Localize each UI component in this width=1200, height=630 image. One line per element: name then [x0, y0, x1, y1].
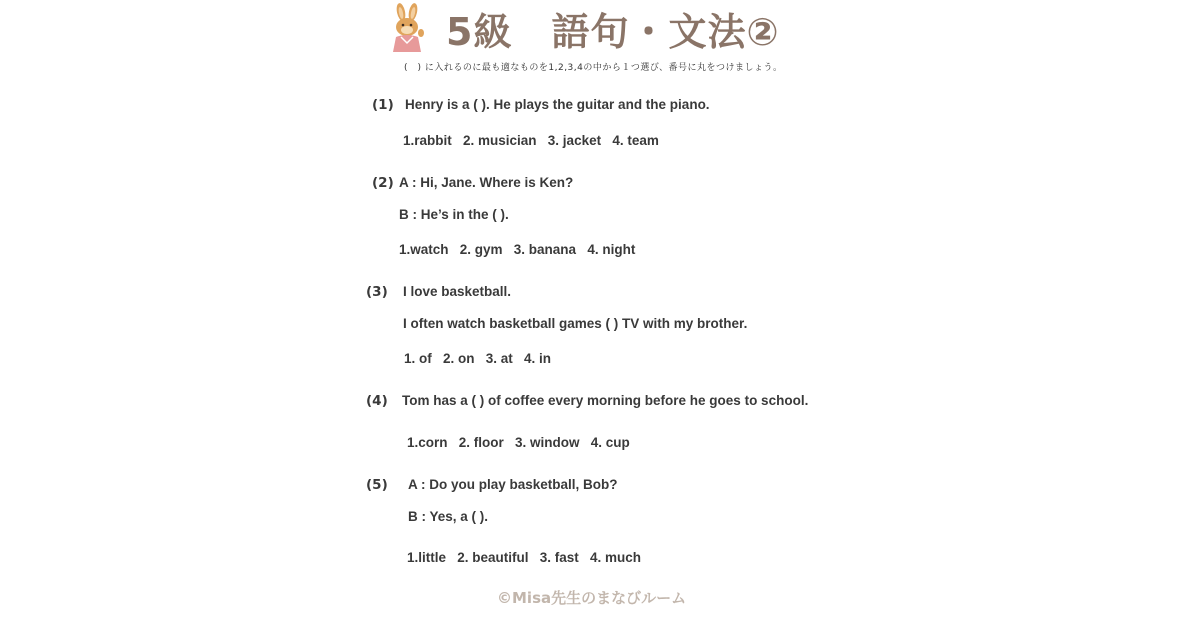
- copyright-credit: ©Misa先生のまなびルーム: [497, 589, 687, 607]
- question-text: A : Do you play basketball, Bob?: [408, 477, 618, 492]
- question-text: B : He’s in the ( ).: [399, 207, 509, 222]
- rabbit-icon: [386, 3, 430, 53]
- question-text: I often watch basketball games ( ) TV with my brother.: [403, 316, 748, 331]
- answer-choices: 1.corn 2. floor 3. window 4. cup: [407, 435, 630, 450]
- question-text: I love basketball.: [403, 284, 512, 299]
- question-number: (1): [372, 97, 394, 113]
- header: [386, 2, 780, 54]
- answer-choices: 1. of 2. on 3. at 4. in: [404, 351, 552, 366]
- answer-choices: 1.rabbit 2. musician 3. jacket 4. team: [403, 133, 659, 148]
- answer-choices: 1.little 2. beautiful 3. fast 4. much: [407, 550, 642, 565]
- question-number: (4): [366, 393, 388, 409]
- question-text: Henry is a ( ). He plays the guitar and the piano.: [405, 97, 710, 112]
- question-number: (3): [366, 284, 388, 300]
- question-number: (2): [372, 175, 394, 191]
- question-text: A : Hi, Jane. Where is Ken?: [399, 175, 574, 190]
- answer-choices: 1.watch 2. gym 3. banana 4. night: [399, 242, 636, 257]
- question-text: B : Yes, a ( ).: [408, 509, 489, 524]
- page-title: 5級 語句・文法②: [446, 9, 780, 54]
- question-number: (5): [366, 477, 388, 493]
- question-text: Tom has a ( ) of coffee every morning before he goes to school.: [402, 393, 809, 408]
- instruction-text: ( ) に入れるのに最も適なものを1,2,3,4の中から１つ選び、番号に丸をつけましょう。: [404, 63, 783, 73]
